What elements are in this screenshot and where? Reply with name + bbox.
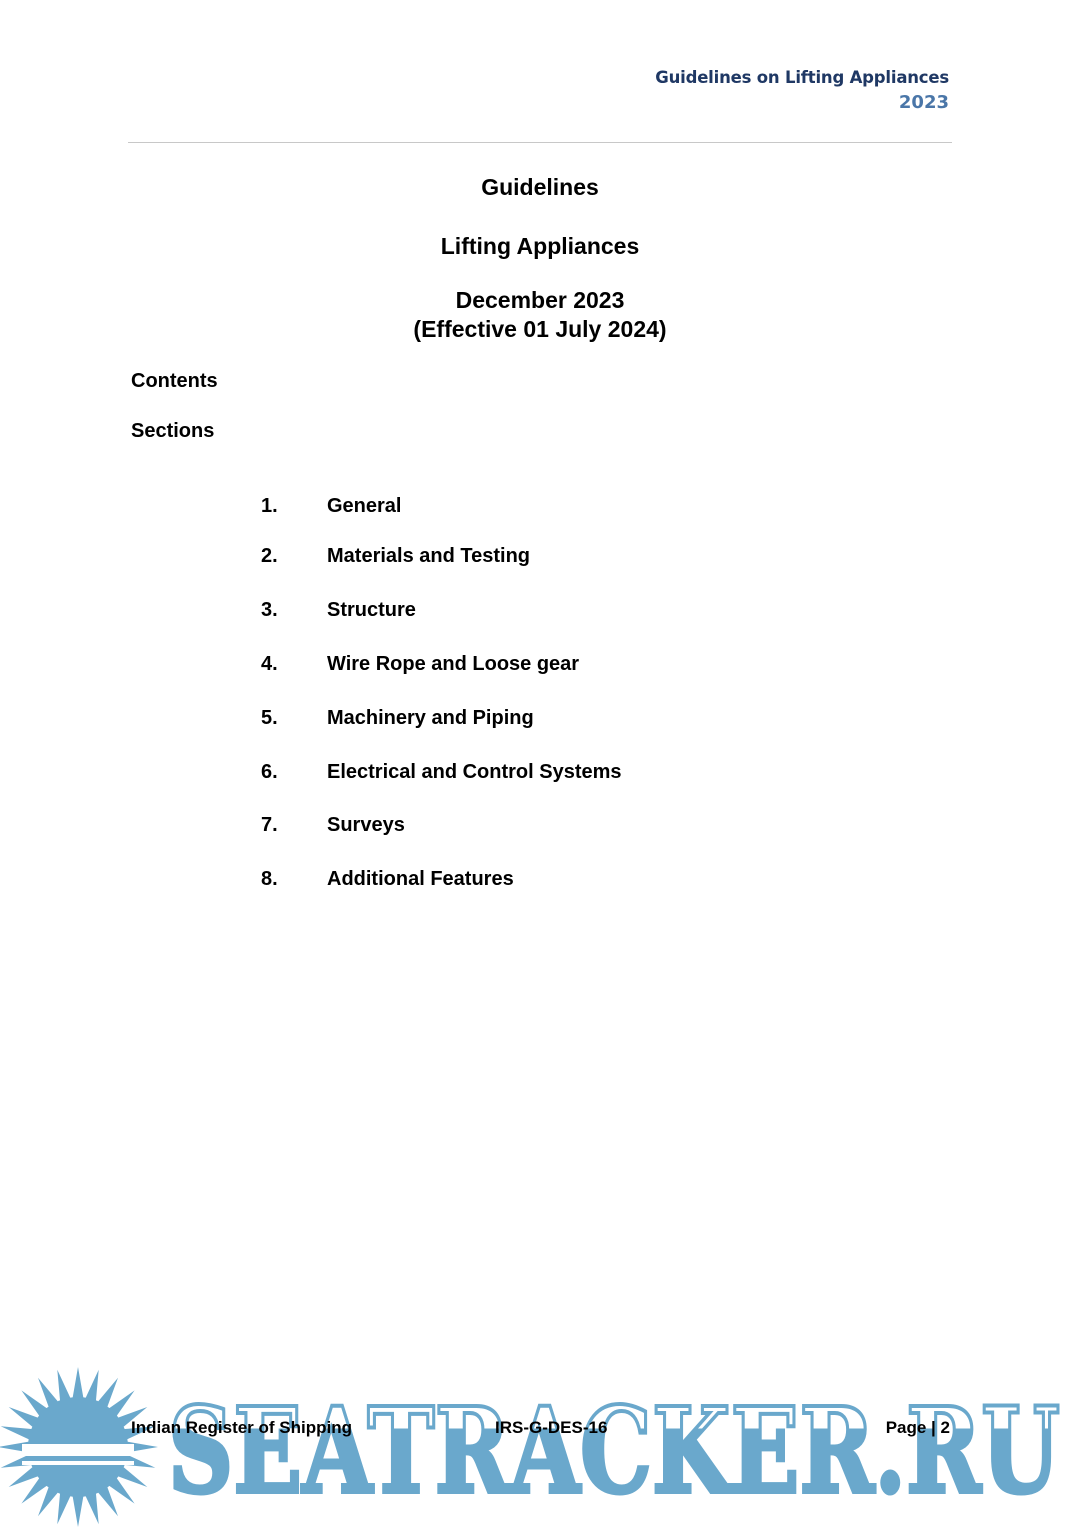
header-divider — [128, 142, 952, 143]
toc-item-label: Structure — [327, 599, 416, 621]
toc-item-number: 3. — [261, 599, 278, 621]
toc-item-label: Materials and Testing — [327, 545, 531, 567]
page-footer — [0, 1417, 1080, 1439]
sections-heading: Sections — [131, 420, 215, 442]
toc-item-label: Electrical and Control Systems — [327, 761, 622, 783]
toc-item-label: Surveys — [327, 814, 405, 836]
watermark-text-glyphs: SEATRACKER.RU — [168, 1390, 1060, 1500]
toc-item-number: 8. — [261, 868, 278, 890]
doc-effective-date: (Effective 01 July 2024) — [413, 316, 667, 342]
footer-organization: Indian Register of Shipping — [131, 1418, 352, 1437]
header-title: Guidelines on Lifting Appliances — [655, 68, 949, 87]
toc-item-label: Additional Features — [327, 868, 514, 890]
header-year: 2023 — [898, 92, 949, 113]
footer-doc-code: IRS-G-DES-16 — [495, 1418, 608, 1437]
watermark-text — [168, 1390, 1068, 1500]
toc-item-label: Wire Rope and Loose gear — [327, 653, 580, 675]
toc-item-number: 6. — [261, 761, 278, 783]
toc-item-number: 7. — [261, 814, 278, 836]
doc-title-guidelines: Guidelines — [481, 174, 599, 200]
toc-item-number: 1. — [261, 495, 278, 517]
running-header — [655, 66, 949, 116]
toc-item-label: Machinery and Piping — [327, 707, 534, 729]
doc-date: December 2023 — [455, 287, 625, 313]
contents-heading: Contents — [131, 370, 218, 392]
doc-title-subject: Lifting Appliances — [440, 233, 640, 259]
footer-page-number: Page | 2 — [885, 1418, 950, 1437]
toc-item-number: 2. — [261, 545, 278, 567]
toc-item-label: General — [327, 495, 402, 517]
toc-item-number: 5. — [261, 707, 278, 729]
toc-item-number: 4. — [261, 653, 278, 675]
